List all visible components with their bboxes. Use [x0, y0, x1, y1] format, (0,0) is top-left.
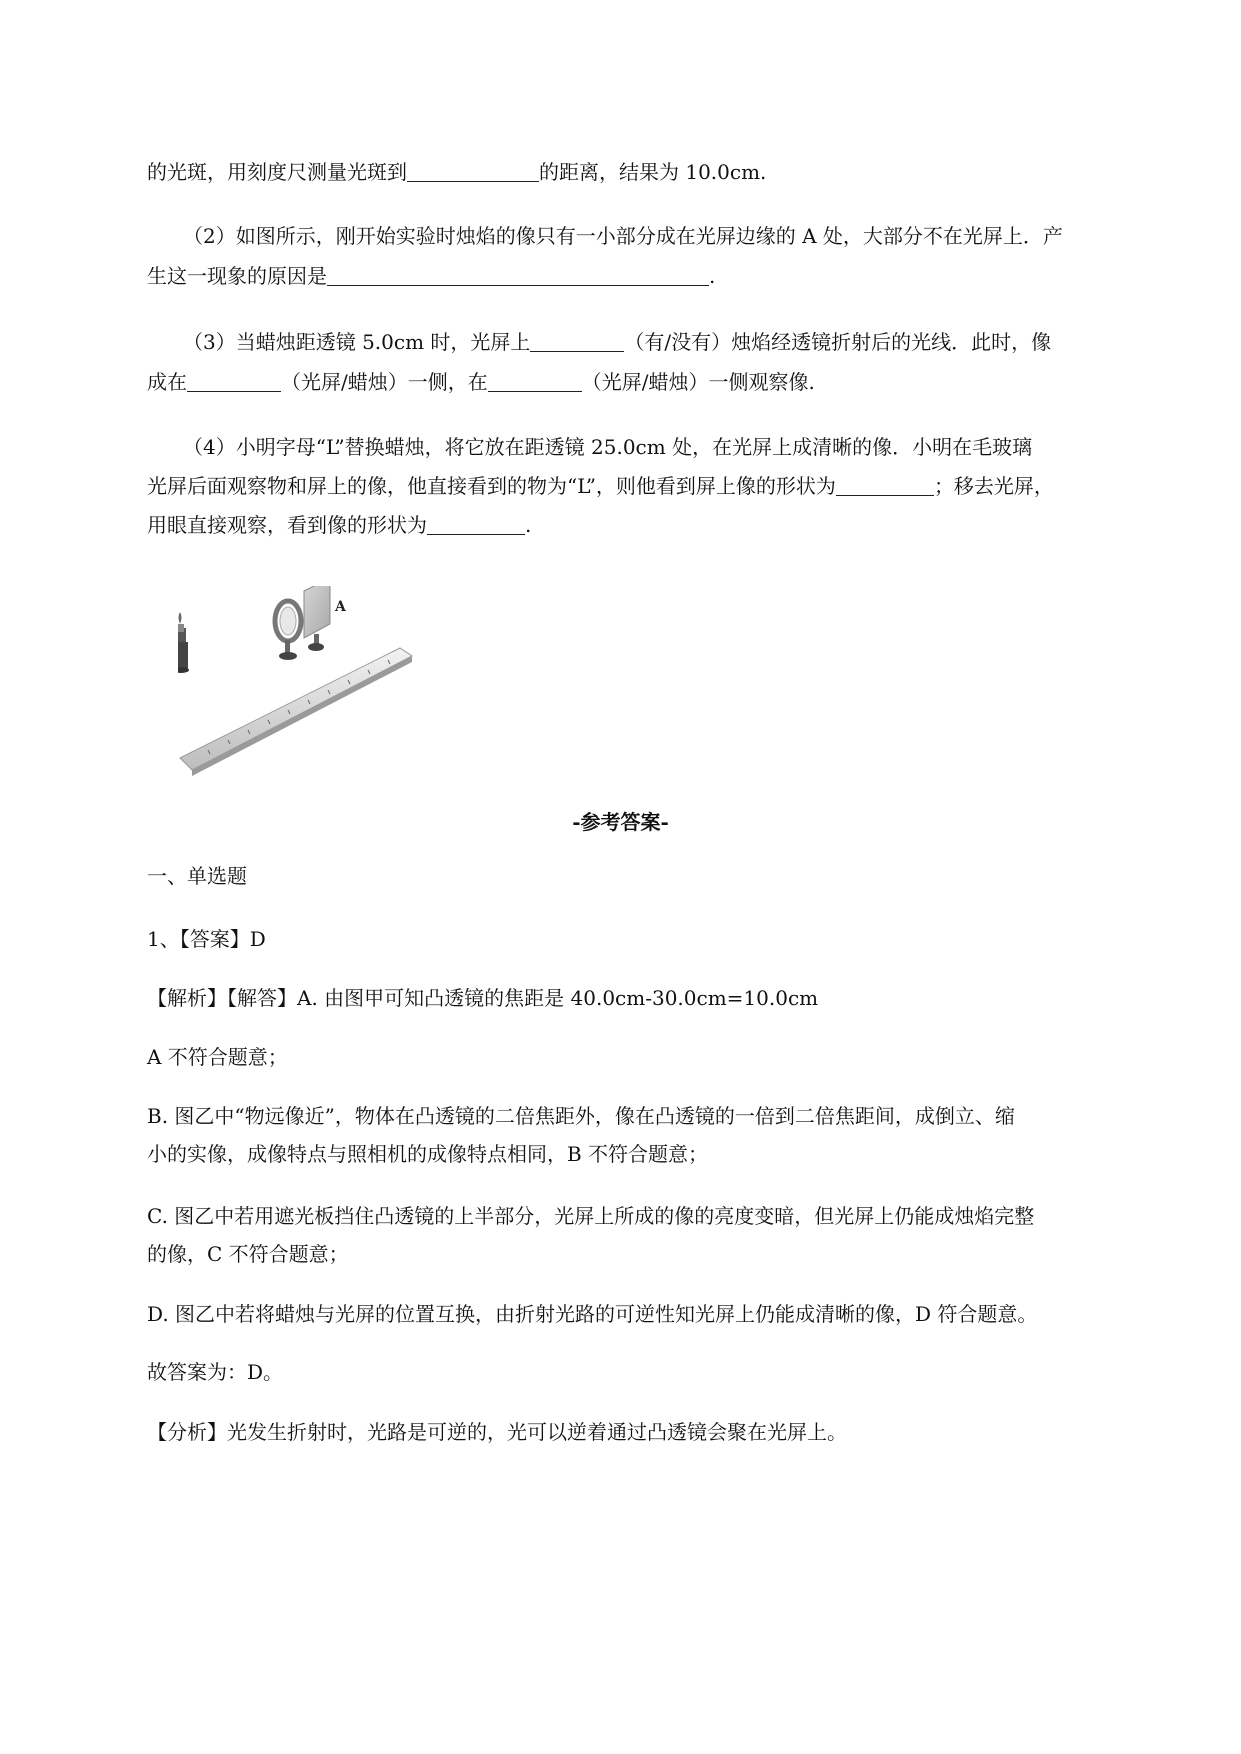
q4-line1: （4）小明字母“L”替换蜡烛，将它放在距透镜 25.0cm 处，在光屏上成清晰的像．小明在毛玻璃 [183, 435, 1033, 459]
q3-text-e: （光屏/蜡烛）一侧观察像. [581, 370, 815, 394]
q1-text-a: 的光斑，用刻度尺测量光斑到 [147, 160, 407, 184]
answer-blank [187, 371, 281, 392]
answer-blank [327, 265, 709, 286]
conclusion: 故答案为：D。 [147, 1360, 284, 1384]
optical-bench-figure [178, 586, 438, 776]
option-c-line2: 的像，C 不符合题意； [147, 1242, 349, 1266]
candle [178, 612, 189, 673]
q3-text-c: 成在 [147, 370, 187, 394]
section-title: 一、单选题 [147, 864, 247, 888]
q2-line1: （2）如图所示，刚开始实验时烛焰的像只有一小部分成在光屏边缘的 A 处，大部分不在光屏上．产 [183, 224, 1063, 248]
lens [275, 601, 301, 660]
q2-text: 生这一现象的原因是 [147, 264, 327, 288]
q3-line1 [183, 328, 1051, 356]
ruler-edge [192, 656, 412, 776]
analysis-head: 【解析】【解答】A. 由图甲可知凸透镜的焦距是 40.0cm-30.0cm=10.0cm [147, 986, 819, 1010]
answer-blank [530, 331, 624, 352]
q1-tail-line [147, 158, 766, 186]
option-b-line1: B. 图乙中“物远像近”，物体在凸透镜的二倍焦距外，像在凸透镜的一倍到二倍焦距间，成倒立、缩 [147, 1104, 1015, 1128]
q3-line2 [147, 368, 815, 396]
answer-blank [427, 514, 525, 535]
option-c-line1: C. 图乙中若用遮光板挡住凸透镜的上半部分，光屏上所成的像的亮度变暗，但光屏上仍能成烛焰完整 [147, 1204, 1035, 1228]
q4-text-a: 光屏后面观察物和屏上的像，他直接看到的物为“L”，则他看到屏上像的形状为 [147, 474, 836, 498]
answer-blank [488, 371, 582, 392]
answer-header: -参考答案- [572, 810, 669, 834]
q3-text-d: （光屏/蜡烛）一侧，在 [281, 370, 488, 394]
answer-blank [407, 161, 539, 182]
option-a-result: A 不符合题意； [147, 1045, 288, 1069]
q4-text-b: ；移去光屏， [933, 474, 1054, 498]
q3-text-a: （3）当蜡烛距透镜 5.0cm 时，光屏上 [183, 330, 531, 354]
q4-line3 [147, 511, 531, 539]
q1-text-b: 的距离，结果为 10.0cm. [539, 160, 767, 184]
q3-text-b: （有/没有）烛焰经透镜折射后的光线．此时，像 [624, 330, 1052, 354]
option-d-line1: D. 图乙中若将蜡烛与光屏的位置互换，由折射光路的可逆性知光屏上仍能成清晰的像，D 符合题意。 [147, 1302, 1038, 1326]
option-b-line2: 小的实像，成像特点与照相机的成像特点相同，B 不符合题意； [147, 1142, 709, 1166]
label-a: A [335, 599, 346, 615]
q4-line2 [147, 472, 1054, 500]
light-screen [304, 586, 330, 651]
q2-line2 [147, 262, 715, 290]
answer-blank [836, 475, 934, 496]
answer-item-1: 1、【答案】D [147, 927, 266, 951]
ruler [180, 648, 412, 770]
q4-text-d: . [525, 513, 532, 537]
q4-text-c: 用眼直接观察，看到像的形状为 [147, 513, 427, 537]
analysis-note: 【分析】光发生折射时，光路是可逆的，光可以逆着通过凸透镜会聚在光屏上。 [147, 1420, 847, 1444]
q2-end: . [709, 264, 716, 288]
